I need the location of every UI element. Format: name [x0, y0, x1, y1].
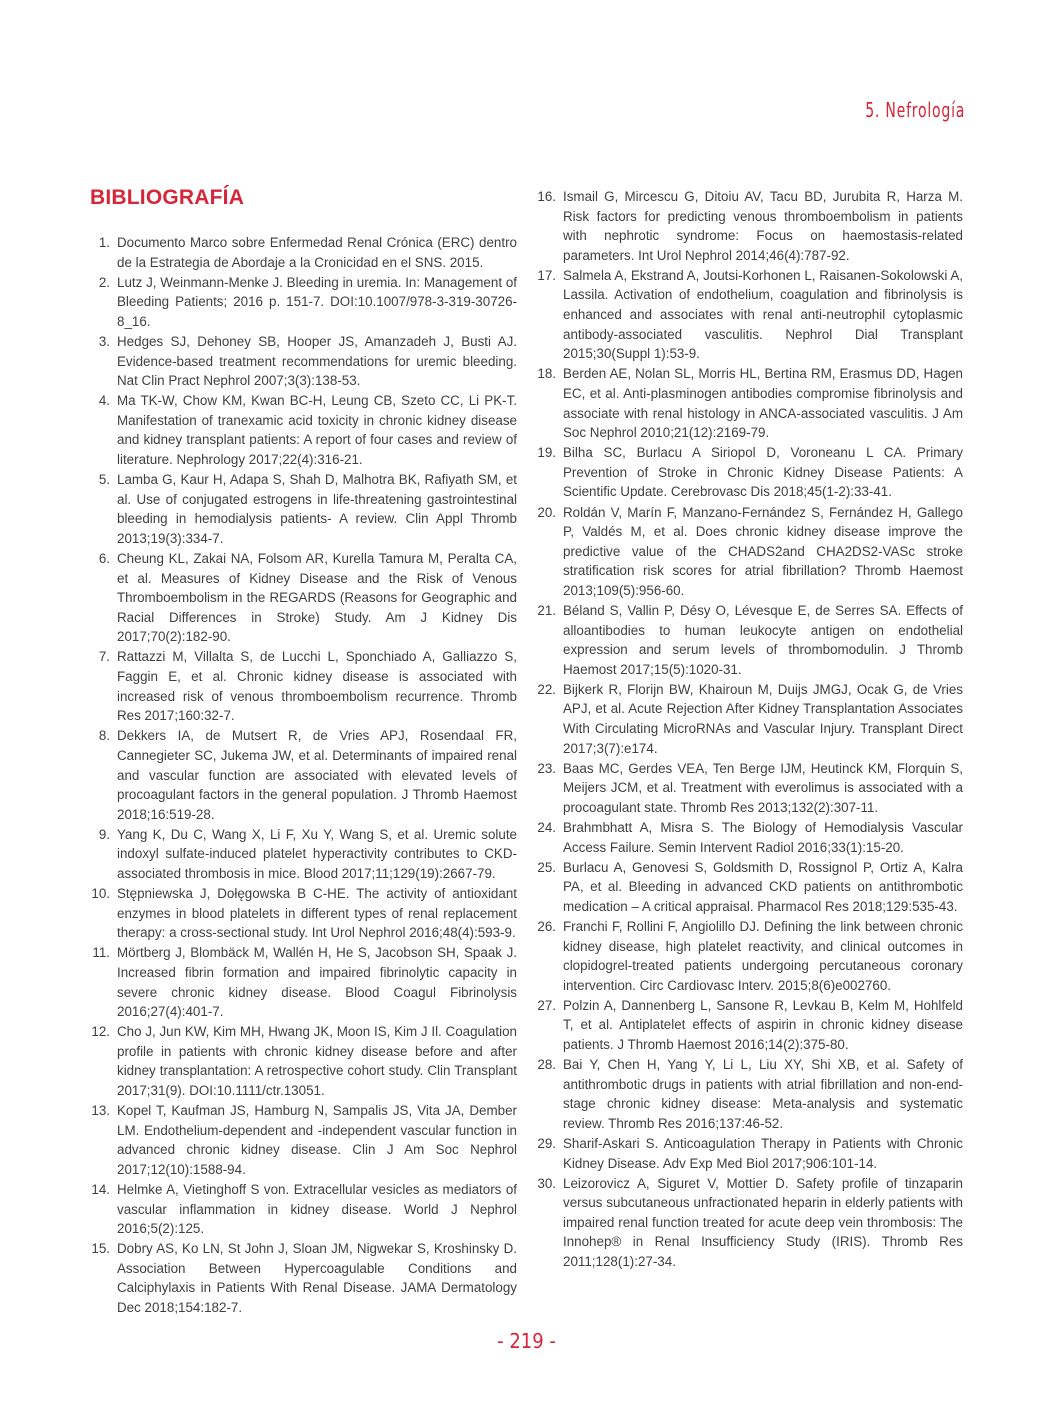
reference-number: 26. [537, 918, 556, 934]
reference-item [536, 680, 963, 758]
reference-item [536, 443, 963, 502]
reference-text: Ma TK-W, Chow KM, Kwan BC-H, Leung CB, Szeto CC, Li PK-T. Manifestation of tranexamic acid toxicity in chronic kidney disease and kidney transplant patients: A report of four cases and review of literature. Nephrology 2017;22(4):316-21. [117, 393, 517, 468]
reference-item [536, 996, 963, 1055]
reference-number: 23. [537, 760, 556, 776]
reference-text: Dekkers IA, de Mutsert R, de Vries APJ, Rosendaal FR, Cannegieter SC, Jukema JW, et al. Determinants of impaired renal and vascular function are associated with elevated levels of procoagulant factors in the general population. J Thromb Haemost 2018;16:519-28. [117, 728, 517, 822]
reference-text: Bilha SC, Burlacu A Siriopol D, Voroneanu L CA. Primary Prevention of Stroke in Chronic Kidney Disease Patients: A Scientific Update. Cerebrovasc Dis 2018;45(1-2):33-41. [563, 445, 963, 500]
reference-text: Burlacu A, Genovesi S, Goldsmith D, Rossignol P, Ortiz A, Kalra PA, et al. Bleeding in advanced CKD patients on antithrombotic medication – A critical appraisal. Pharmacol Res 2018;129:535-43. [563, 859, 963, 914]
reference-number: 11. [92, 945, 110, 961]
reference-item [90, 233, 517, 272]
reference-text: Baas MC, Gerdes VEA, Ten Berge IJM, Heutinck KM, Florquin S, Meijers JCM, et al. Treatment with everolimus is associated with a procoagulant state. Thromb Res 2013;132(2):307-11. [563, 760, 963, 815]
reference-text: Polzin A, Dannenberg L, Sansone R, Levkau B, Kelm M, Hohlfeld T, et al. Antiplatelet effects of aspirin in chronic kidney disease patients. J Thromb Haemost 2016;14(2):375-80. [563, 997, 963, 1053]
reference-text: Documento Marco sobre Enfermedad Renal Crónica (ERC) dentro de la Estrategia de Abordaje a la Cronicidad en el SNS. 2015. [117, 235, 517, 270]
reference-number: 22. [537, 681, 556, 697]
reference-item [90, 391, 517, 469]
reference-number: 21. [537, 602, 556, 618]
reference-number: 9. [98, 826, 110, 842]
references-right-column [536, 187, 963, 1272]
reference-number: 8. [98, 728, 110, 744]
reference-item [90, 273, 517, 332]
reference-item [90, 1180, 517, 1239]
reference-text: Rattazzi M, Villalta S, de Lucchi L, Sponchiado A, Galliazzo S, Faggin E, et al. Chronic kidney disease is associated with increased risk of venous thromboembolism recurrence. Thromb Res 2017;160:32-7. [117, 649, 517, 724]
reference-item [90, 1022, 517, 1100]
reference-number: 29. [537, 1136, 556, 1151]
reference-number: 25. [537, 859, 556, 875]
reference-text: Roldán V, Marín F, Manzano-Fernández S, Fernández H, Gallego P, Valdés M, et al. Does chronic kidney disease improve the predictive value of the CHADS2and CHA2DS2-VASc stroke stratification risk scores for atrial fibrillation? Thromb Haemost 2013;109(5):956-60. [563, 504, 963, 598]
reference-item [536, 187, 963, 265]
reference-text: Brahmbhatt A, Misra S. The Biology of Hemodialysis Vascular Access Failure. Semin Intervent Radiol 2016;33(1):15-20. [563, 820, 963, 855]
reference-item [90, 884, 517, 943]
reference-item [90, 332, 517, 391]
reference-number: 16. [537, 189, 556, 204]
reference-text: Salmela A, Ekstrand A, Joutsi-Korhonen L, Raisanen-Sokolowski A, Lassila. Activation of endothelium, coagulation and fibrinolysis is enhanced and associates with renal anti-neutrophil cytoplasmic antibody-associated vasculitis. Nephrol Dial Transplant 2015;30(Suppl 1):53-9. [563, 267, 963, 362]
reference-item [536, 364, 963, 442]
reference-text: Hedges SJ, Dehoney SB, Hooper JS, Amanzadeh J, Busti AJ. Evidence-based treatment recommendations for uremic bleeding. Nat Clin Pract Nephrol 2007;3(3):138-53. [117, 333, 517, 389]
reference-text: Lamba G, Kaur H, Adapa S, Shah D, Malhotra BK, Rafiyath SM, et al. Use of conjugated estrogens in life-threatening gastrointestinal bleeding in hemodialysis patients- A review. Clin Appl Thromb 2013;19(3):334-7. [117, 472, 517, 546]
reference-text: Ismail G, Mircescu G, Ditoiu AV, Tacu BD, Jurubita R, Harza M. Risk factors for predicting venous thromboembolism in patients with nephrotic syndrome: Focus on haemostasis-related parameters. Int Urol Nephrol 2014;46(4):787-92. [563, 189, 963, 263]
reference-number: 5. [98, 472, 110, 488]
reference-item [536, 818, 963, 857]
reference-text: Mörtberg J, Blombäck M, Wallén H, He S, Jacobson SH, Spaak J. Increased fibrin formation and impaired fibrinolytic capacity in severe chronic kidney disease. Blood Coagul Fibrinolysis 2016;27(4):401-7. [117, 945, 517, 1020]
reference-item [536, 917, 963, 995]
reference-item [536, 266, 963, 364]
reference-number: 27. [537, 997, 556, 1013]
reference-number: 10. [91, 886, 110, 902]
reference-number: 7. [98, 649, 110, 665]
reference-item [90, 470, 517, 548]
reference-number: 1. [98, 235, 110, 250]
reference-text: Cheung KL, Zakai NA, Folsom AR, Kurella Tamura M, Peralta CA, et al. Measures of Kidney Disease and the Risk of Venous Thromboembolism in the REGARDS (Reasons for Geographic and Racial Differences in Stroke) Study. Am J Kidney Dis 2017;70(2):182-90. [117, 551, 517, 645]
reference-item [90, 647, 517, 725]
references-left-column [90, 233, 517, 1318]
reference-text: Kopel T, Kaufman JS, Hamburg N, Sampalis JS, Vita JA, Dember LM. Endothelium-dependent and -independent vascular function in advanced chronic kidney disease. Clin J Am Soc Nephrol 2017;12(10):1588-94. [117, 1103, 517, 1177]
reference-item [536, 858, 963, 917]
reference-text: Cho J, Jun KW, Kim MH, Hwang JK, Moon IS, Kim J Il. Coagulation profile in patients with chronic kidney disease before and after kidney transplantation: A retrospective cohort study. Clin Transplant 2017;31(9). DOI:10.1111/ctr.13051. [117, 1024, 517, 1099]
reference-text: Leizorovicz A, Siguret V, Mottier D. Safety profile of tinzaparin versus subcutaneous unfractionated heparin in elderly patients with impaired renal function treated for acute deep vein thrombosis: The Innohep® in Renal Insufficiency Study (IRIS). Thromb Res 2011;128(1):27-34. [563, 1175, 963, 1270]
reference-number: 24. [537, 820, 556, 835]
reference-item [90, 726, 517, 824]
page-title: BIBLIOGRAFÍA [90, 186, 245, 209]
reference-item [90, 1101, 517, 1179]
reference-number: 13. [91, 1103, 110, 1119]
reference-number: 15. [91, 1241, 110, 1257]
reference-item [90, 825, 517, 884]
reference-text: Berden AE, Nolan SL, Morris HL, Bertina RM, Erasmus DD, Hagen EC, et al. Anti-plasminogen antibodies compromise fibrinolysis and associate with renal histology in ANCA-associated vasculitis. J Am Soc Nephrol 2010;21(12):2169-79. [563, 366, 963, 441]
reference-number: 6. [98, 551, 110, 566]
reference-text: Yang K, Du C, Wang X, Li F, Xu Y, Wang S, et al. Uremic solute indoxyl sulfate-induced platelet hyperactivity contributes to CKD-associated thrombosis in mice. Blood 2017;11;129(19):2667-79. [117, 826, 517, 881]
reference-number: 3. [98, 333, 110, 349]
reference-text: Béland S, Vallin P, Désy O, Lévesque E, de Serres SA. Effects of alloantibodies to human leukocyte antigen on endothelial expression and serum levels of thrombomodulin. J Thromb Haemost 2017;15(5):1020-31. [563, 602, 963, 677]
reference-item [90, 549, 517, 647]
reference-item [536, 601, 963, 679]
reference-text: Franchi F, Rollini F, Angiolillo DJ. Defining the link between chronic kidney disease, high platelet reactivity, and clinical outcomes in clopidogrel-treated patients undergoing percutaneous coronary intervention. Circ Cardiovasc Interv. 2015;8(6)e002760. [563, 918, 963, 993]
reference-text: Dobry AS, Ko LN, St John J, Sloan JM, Nigwekar S, Kroshinsky D. Association Between Hypercoagulable Conditions and Calciphylaxis in Patients With Renal Disease. JAMA Dermatology Dec 2018;154:182-7. [117, 1241, 517, 1316]
reference-text: Helmke A, Vietinghoff S von. Extracellular vesicles as mediators of vascular inflammation in kidney disease. World J Nephrol 2016;5(2):125. [117, 1182, 517, 1237]
reference-text: Stępniewska J, Dołęgowska B C-HE. The activity of antioxidant enzymes in blood platelets in different types of renal replacement therapy: a cross-sectional study. Int Urol Nephrol 2016;48(4):593-9. [117, 886, 517, 941]
reference-number: 17. [537, 267, 556, 283]
reference-number: 19. [537, 445, 556, 461]
reference-text: Lutz J, Weinmann-Menke J. Bleeding in uremia. In: Management of Bleeding Patients; 2016 p. 151-7. DOI:10.1007/978-3-319-30726-8_16. [117, 274, 517, 329]
reference-item [536, 503, 963, 601]
reference-number: 18. [537, 366, 556, 382]
reference-text: Bai Y, Chen H, Yang Y, Li L, Liu XY, Shi XB, et al. Safety of antithrombotic drugs in patients with atrial fibrillation and non-end-stage chronic kidney disease: Meta-analysis and systematic review. Thromb Res 2016;137:46-52. [563, 1057, 963, 1131]
reference-number: 2. [98, 274, 110, 290]
reference-text: Sharif-Askari S. Anticoagulation Therapy in Patients with Chronic Kidney Disease. Adv Exp Med Biol 2017;906:101-14. [563, 1136, 963, 1171]
reference-number: 28. [537, 1057, 556, 1073]
reference-item [536, 1134, 963, 1173]
reference-item [536, 1055, 963, 1133]
page-number: - 219 - [497, 1329, 556, 1353]
reference-item [90, 1239, 517, 1317]
reference-number: 30. [537, 1175, 556, 1191]
reference-number: 4. [98, 393, 110, 409]
reference-item [536, 759, 963, 818]
reference-number: 12. [91, 1024, 110, 1040]
reference-number: 20. [537, 504, 556, 520]
section-header: 5. Nefrología [865, 98, 965, 122]
reference-text: Bijkerk R, Florijn BW, Khairoun M, Duijs JMGJ, Ocak G, de Vries APJ, et al. Acute Rejection After Kidney Transplantation Associates With Circulating MicroRNAs and Vascular Injury. Transplant Direct 2017;3(7):e174. [563, 681, 963, 756]
reference-item [90, 943, 517, 1021]
reference-item [536, 1174, 963, 1272]
reference-number: 14. [91, 1182, 110, 1197]
